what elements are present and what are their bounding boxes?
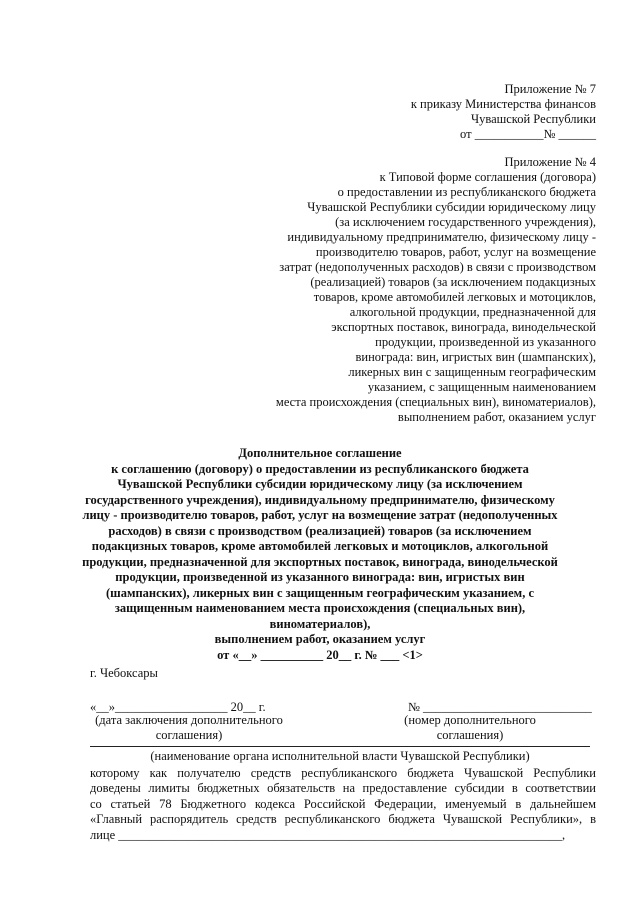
organ-name-caption: (наименование органа исполнительной власти Чувашской Республики) — [150, 749, 530, 763]
appendix-4-line: ликерных вин с защищенным географическим — [348, 365, 596, 379]
body-line: «Главный распорядитель средств республиканского бюджета Чувашской Республики», в — [90, 812, 596, 827]
title-line: от «__» __________ 20__ г. № ___ <1> — [217, 647, 423, 662]
title-line: выполнением работ, оказанием услуг — [214, 632, 426, 646]
organ-name-field[interactable] — [90, 746, 590, 747]
date-caption-line: соглашения) — [155, 728, 223, 742]
city-name: г. Чебоксары — [90, 666, 158, 680]
body-line: со статьей 78 Бюджетного кодекса Российской Федерации, именуемый в дальнейшем — [90, 796, 596, 811]
body-line: которому как получателю средств республиканского бюджета Чувашской Республики — [90, 766, 596, 780]
appendix-4-line: (за исключением государственного учреждения), — [335, 215, 596, 229]
title-line: (шампанских), ликерных вин с защищенным географическим указанием, с — [105, 585, 534, 600]
date-field-caption — [90, 713, 288, 743]
appendix-4-line: затрат (недополученных расходов) в связи с производством — [279, 260, 596, 274]
title-line: государственного учреждения), индивидуальному предпринимателю, физическому — [85, 492, 555, 507]
number-field-caption — [380, 713, 560, 743]
title-line: продукции, предназначенной для экспортных поставок, винограда, винодельческой — [82, 554, 558, 569]
title-line: подакцизных товаров, кроме автомобилей легковых и мотоциклов, алкогольной — [91, 539, 549, 553]
title-line: защищенным наименованием места происхождения (специальных вин), — [114, 601, 526, 615]
body-paragraph — [90, 766, 596, 843]
body-line: доведены лимиты бюджетных обязательств на предоставление субсидии в соответствии — [90, 781, 596, 796]
appendix-4-line: продукции, произведенной из указанного — [375, 335, 596, 349]
appendix-4-line: винограда: вин, игристых вин (шампанских), — [355, 350, 596, 364]
number-caption-line: (номер дополнительного — [404, 713, 536, 727]
appendix-4-line: к Типовой форме соглашения (договора) — [379, 170, 596, 184]
appendix-4-line: индивидуальному предпринимателю, физическому лицу - — [287, 230, 596, 244]
appendix-4-line: Чувашской Республики субсидии юридическому лицу — [307, 200, 596, 214]
appendix-4-line: выполнением работ, оказанием услуг — [397, 410, 596, 424]
title-line: Дополнительное соглашение — [238, 446, 402, 460]
appendix-4-line: товаров, кроме автомобилей легковых и мотоциклов, — [313, 290, 596, 304]
title-line: виноматериалов), — [269, 616, 371, 631]
title-line: продукции, произведенной из указанного винограда: вин, игристых вин — [115, 570, 525, 584]
appendix-4-line: Приложение № 4 — [504, 155, 596, 169]
appendix-4-line: места происхождения (специальных вин), виноматериалов), — [275, 395, 596, 409]
number-caption-line: соглашения) — [436, 728, 504, 742]
appendix-4-line: (реализацией) товаров (за исключением подакцизных — [310, 275, 596, 289]
appendix-4-line: о предоставлении из республиканского бюджета — [337, 185, 596, 199]
appendix-7-line: Приложение № 7 — [504, 82, 596, 96]
date-caption-line: (дата заключения дополнительного — [95, 713, 283, 727]
title-line: к соглашению (договору) о предоставлении из республиканского бюджета — [111, 461, 529, 476]
appendix-4-line: указанием, с защищенным наименованием — [367, 380, 596, 394]
appendix-4-header — [236, 155, 596, 425]
appendix-4-line: производителю товаров, работ, услуг на возмещение — [315, 245, 596, 259]
document-title — [60, 446, 580, 663]
title-line: расходов) в связи с производством (реализацией) товаров (за исключением — [108, 523, 532, 538]
appendix-7-line: к приказу Министерства финансов — [410, 97, 596, 111]
date-field[interactable]: «__»__________________ 20__ г. — [90, 700, 266, 714]
appendix-7-header — [256, 82, 596, 142]
title-line: лицу - производителю товаров, работ, услуг на возмещение затрат (недополученных — [82, 508, 558, 522]
appendix-7-line: от ___________№ ______ — [460, 127, 596, 141]
number-field[interactable]: № ___________________________ — [408, 700, 592, 714]
title-line: Чувашской Республики субсидии юридическому лицу (за исключением — [117, 477, 523, 491]
appendix-4-line: экспортных поставок, винограда, винодельческой — [331, 320, 596, 334]
appendix-7-line: Чувашской Республики — [470, 112, 596, 126]
body-line: лице _______________________________________________________________________, — [90, 827, 566, 842]
appendix-4-line: алкогольной продукции, предназначенной для — [349, 305, 596, 319]
